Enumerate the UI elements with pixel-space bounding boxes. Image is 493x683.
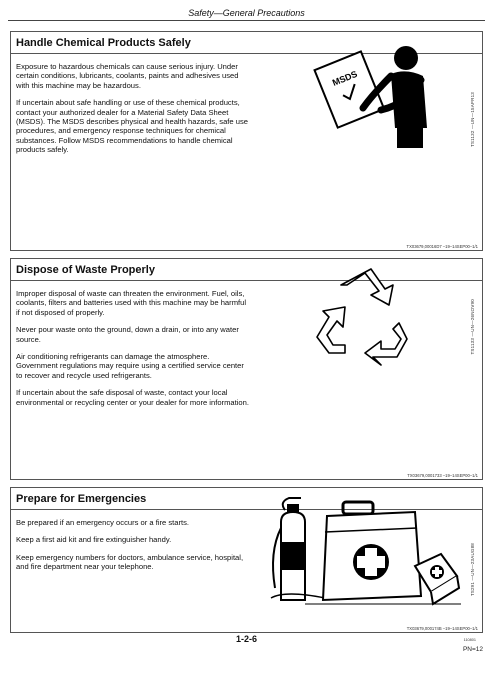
recycle-icon — [307, 267, 417, 367]
publication-code: 110801 — [463, 638, 476, 642]
paragraph: Keep a first aid kit and fire extinguisher handy. — [16, 535, 172, 545]
paragraph: Keep emergency numbers for doctors, ambulance service, hospital, and fire department near your telephone. — [16, 552, 244, 572]
section-dispose-waste — [10, 258, 483, 480]
paragraph: If uncertain about safe handling or use of these chemical products, contact your authorized dealer for a Material Safety Data Sheet (MSDS). The MSDS describes physical and health hazards, safe use procedures, and emergency response techniques for chemical substances. Follow MSDS recommendations to handle chemical products safely. — [16, 98, 248, 155]
section-body — [16, 518, 251, 580]
section-body — [16, 289, 251, 415]
section-title: Handle Chemical Products Safely — [16, 37, 191, 49]
msds-sheet-label: MSDS — [330, 68, 359, 88]
paragraph: Air conditioning refrigerants can damage the atmosphere. Government regulations may require using a certified service center to recover and recycle used refrigerants. — [16, 352, 244, 380]
paragraph: Exposure to hazardous chemicals can cause serious injury. Under certain conditions, lubricants, coolants, paints and adhesives used with this machine may be hazardous. — [16, 62, 239, 90]
reference-code: TX03679,0001733 –19–14SEP00–1/1 — [407, 473, 478, 478]
paragraph: If uncertain about the safe disposal of waste, contact your local environmental or recycling center or your dealer for more information. — [16, 388, 249, 407]
section-chemical-products — [10, 31, 483, 251]
pn-label: PN=12 — [462, 646, 483, 653]
paragraph: Improper disposal of waste can threaten the environment. Fuel, oils, coolants, filters and batteries used with this machine may be harmful if not disposed of properly. — [16, 289, 247, 317]
section-body — [16, 62, 251, 163]
fire-extinguisher-icon — [271, 498, 325, 600]
page-header — [8, 0, 485, 21]
image-code: TS291 —UN—23AUG88 — [470, 543, 475, 597]
emergency-kit-illustration — [265, 492, 465, 616]
section-title: Prepare for Emergencies — [16, 493, 147, 505]
paragraph: Never pour waste onto the ground, down a drain, or into any water source. — [16, 325, 239, 344]
paragraph: Be prepared if an emergency occurs or a fire starts. — [16, 518, 190, 527]
image-code: TS1132 —UN—15APR13 — [470, 92, 475, 148]
section-prepare-emergencies — [10, 487, 483, 633]
first-aid-kit-icon — [323, 502, 421, 600]
section-title: Dispose of Waste Properly — [16, 264, 155, 276]
reference-code: TX03679,000174B –19–14SEP00–1/1 — [406, 626, 478, 631]
reference-code: TX03679,00016D7 –19–14SEP00–1/1 — [406, 244, 478, 249]
msds-reader-illustration — [311, 36, 471, 154]
page-number: 1-2-6 — [235, 634, 257, 644]
page-header-title: Safety—General Precautions — [188, 8, 305, 18]
image-code: TS1133 —UN—26NOV90 — [470, 299, 475, 355]
